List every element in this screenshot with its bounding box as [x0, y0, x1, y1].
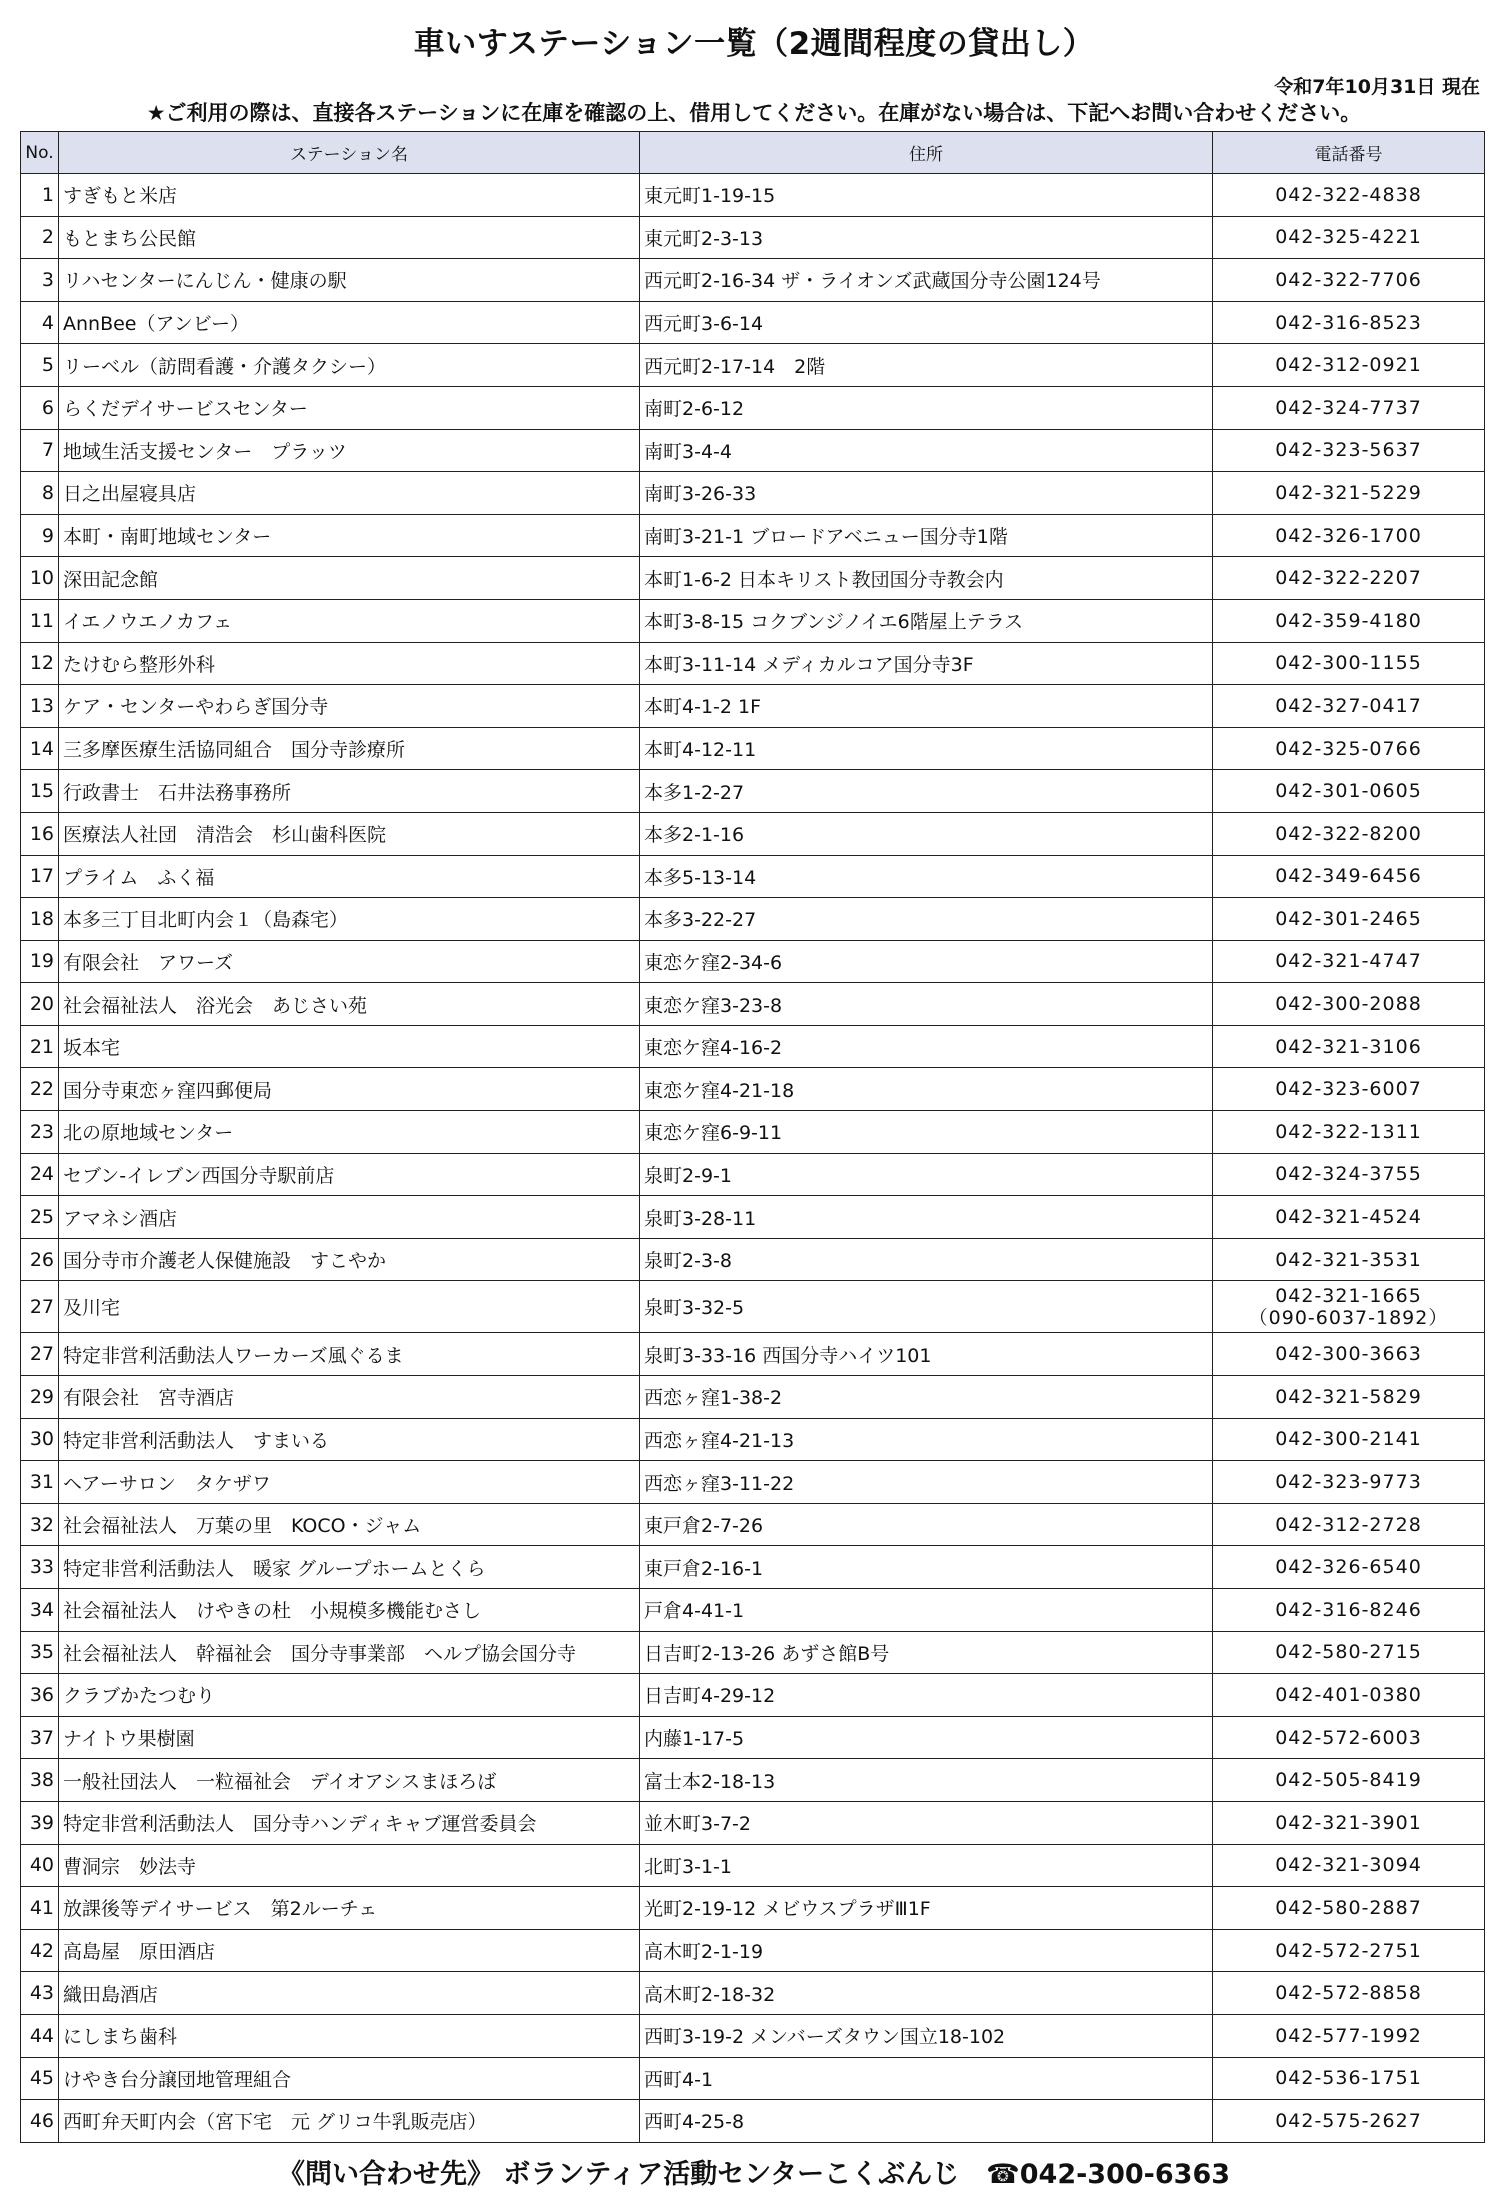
as-of-date: 令和7年10月31日 現在: [1274, 76, 1480, 98]
row-number: 22: [21, 1068, 59, 1111]
row-number: 27: [21, 1333, 59, 1376]
table-row: [21, 812, 1485, 855]
table-row: [21, 1716, 1485, 1759]
station-name: ナイトウ果樹園: [59, 1716, 640, 1759]
station-address: 南町3-26-33: [640, 472, 1213, 515]
phone-number: 042-301-0605: [1275, 780, 1422, 803]
station-tel: [1213, 259, 1485, 302]
row-number: 34: [21, 1589, 59, 1632]
table-row: [21, 1111, 1485, 1154]
phone-number: 042-327-0417: [1275, 694, 1422, 717]
table-row: [21, 514, 1485, 557]
station-address: 本多3-22-27: [640, 898, 1213, 941]
phone-number: 042-401-0380: [1275, 1683, 1422, 1706]
table-row: [21, 940, 1485, 983]
table-row: [21, 557, 1485, 600]
station-address: 西元町3-6-14: [640, 301, 1213, 344]
station-name: 一般社団法人 一粒福祉会 デイオアシスまほろば: [59, 1759, 640, 1802]
station-address: 泉町3-28-11: [640, 1196, 1213, 1239]
station-name: 国分寺東恋ヶ窪四郵便局: [59, 1068, 640, 1111]
table-row: [21, 1196, 1485, 1239]
row-number: 33: [21, 1546, 59, 1589]
phone-number: 042-321-5829: [1275, 1385, 1422, 1408]
row-number: 18: [21, 898, 59, 941]
station-name: 北の原地域センター: [59, 1111, 640, 1154]
phone-number: 042-322-4838: [1275, 183, 1422, 206]
station-address: 南町2-6-12: [640, 386, 1213, 429]
phone-number: 042-577-1992: [1275, 2024, 1422, 2047]
station-name: 有限会社 アワーズ: [59, 940, 640, 983]
table-row: [21, 1025, 1485, 1068]
row-number: 13: [21, 685, 59, 728]
station-tel: [1213, 1759, 1485, 1802]
phone-number: 042-321-3106: [1275, 1035, 1422, 1058]
phone-number: 042-324-3755: [1275, 1163, 1422, 1186]
row-number: 45: [21, 2057, 59, 2100]
table-row: [21, 1674, 1485, 1717]
contact-footer: 《問い合わせ先》 ボランティア活動センターこくぶんじ ☎042-300-6363: [277, 2159, 1231, 2190]
table-row: [21, 898, 1485, 941]
station-name: らくだデイサービスセンター: [59, 386, 640, 429]
station-address: 富士本2-18-13: [640, 1759, 1213, 1802]
phone-number: 042-321-5229: [1275, 481, 1422, 504]
phone-number: 042-572-6003: [1275, 1726, 1422, 1749]
table-row: [21, 1418, 1485, 1461]
station-tel: [1213, 1546, 1485, 1589]
station-name: 社会福祉法人 けやきの杜 小規模多機能むさし: [59, 1589, 640, 1632]
row-number: 19: [21, 940, 59, 983]
phone-number: 042-326-1700: [1275, 524, 1422, 547]
station-tel: [1213, 301, 1485, 344]
phone-number: 042-321-3531: [1275, 1248, 1422, 1271]
station-name: 有限会社 宮寺酒店: [59, 1376, 640, 1419]
table-row: [21, 855, 1485, 898]
phone-number: 042-321-3901: [1275, 1811, 1422, 1834]
row-number: 24: [21, 1153, 59, 1196]
row-number: 7: [21, 429, 59, 472]
table-row: [21, 1068, 1485, 1111]
station-address: 泉町3-32-5: [640, 1281, 1213, 1333]
station-name: リハセンターにんじん・健康の駅: [59, 259, 640, 302]
row-number: 20: [21, 983, 59, 1026]
station-address: 内藤1-17-5: [640, 1716, 1213, 1759]
station-name: 地域生活支援センター プラッツ: [59, 429, 640, 472]
station-name: 織田島酒店: [59, 1972, 640, 2015]
station-name: 三多摩医療生活協同組合 国分寺診療所: [59, 727, 640, 770]
table-row: [21, 259, 1485, 302]
column-header-no: No.: [21, 132, 59, 174]
phone-number: 042-536-1751: [1275, 2067, 1422, 2090]
station-name: 医療法人社団 清浩会 杉山歯科医院: [59, 812, 640, 855]
table-row: [21, 174, 1485, 217]
table-row: [21, 344, 1485, 387]
station-tel: [1213, 770, 1485, 813]
table-row: [21, 2100, 1485, 2143]
row-number: 11: [21, 599, 59, 642]
station-tel: [1213, 1281, 1485, 1333]
phone-number: 042-321-3094: [1275, 1854, 1422, 1877]
phone-number: 042-321-4747: [1275, 950, 1422, 973]
station-address: 日吉町4-29-12: [640, 1674, 1213, 1717]
table-row: [21, 1887, 1485, 1930]
row-number: 4: [21, 301, 59, 344]
phone-number: 042-323-9773: [1275, 1471, 1422, 1494]
phone-number: 042-325-0766: [1275, 737, 1422, 760]
row-number: 40: [21, 1844, 59, 1887]
station-name: 及川宅: [59, 1281, 640, 1333]
table-row: [21, 1238, 1485, 1281]
station-name: アマネシ酒店: [59, 1196, 640, 1239]
station-address: 西元町2-17-14 2階: [640, 344, 1213, 387]
phone-number: 042-323-5637: [1275, 439, 1422, 462]
row-number: 8: [21, 472, 59, 515]
table-row: [21, 1972, 1485, 2015]
station-tel: [1213, 1153, 1485, 1196]
row-number: 44: [21, 2014, 59, 2057]
station-tel: [1213, 1461, 1485, 1504]
row-number: 38: [21, 1759, 59, 1802]
phone-number: 042-325-4221: [1275, 226, 1422, 249]
row-number: 26: [21, 1238, 59, 1281]
station-address: 泉町2-9-1: [640, 1153, 1213, 1196]
station-tel: [1213, 429, 1485, 472]
station-address: 東恋ケ窪4-21-18: [640, 1068, 1213, 1111]
row-number: 30: [21, 1418, 59, 1461]
station-tel: [1213, 812, 1485, 855]
row-number: 1: [21, 174, 59, 217]
station-tel: [1213, 898, 1485, 941]
row-number: 36: [21, 1674, 59, 1717]
station-address: 光町2-19-12 メビウスプラザⅢ1F: [640, 1887, 1213, 1930]
phone-number: 042-580-2715: [1275, 1641, 1422, 1664]
station-name: 高島屋 原田酒店: [59, 1929, 640, 1972]
phone-number: 042-300-2141: [1275, 1428, 1422, 1451]
station-address: 東元町2-3-13: [640, 216, 1213, 259]
phone-number-alt: （090-6037-1892）: [1248, 1306, 1449, 1329]
station-tel: [1213, 940, 1485, 983]
station-tel: [1213, 1238, 1485, 1281]
station-name: ヘアーサロン タケザワ: [59, 1461, 640, 1504]
station-tel: [1213, 1844, 1485, 1887]
station-tel: [1213, 1068, 1485, 1111]
phone-number: 042-505-8419: [1275, 1769, 1422, 1792]
station-name: 社会福祉法人 幹福祉会 国分寺事業部 ヘルプ協会国分寺: [59, 1631, 640, 1674]
station-address: 東恋ケ窪2-34-6: [640, 940, 1213, 983]
table-row: [21, 1546, 1485, 1589]
station-name: 本多三丁目北町内会１（島森宅）: [59, 898, 640, 941]
station-tel: [1213, 1674, 1485, 1717]
table-row: [21, 642, 1485, 685]
station-tel: [1213, 1929, 1485, 1972]
row-number: 23: [21, 1111, 59, 1154]
row-number: 46: [21, 2100, 59, 2143]
table-row: [21, 386, 1485, 429]
station-name: 坂本宅: [59, 1025, 640, 1068]
table-header-row: [21, 132, 1485, 174]
station-tel: [1213, 1972, 1485, 2015]
station-tel: [1213, 1333, 1485, 1376]
table-row: [21, 2057, 1485, 2100]
row-number: 43: [21, 1972, 59, 2015]
table-row: [21, 472, 1485, 515]
station-tel: [1213, 514, 1485, 557]
station-address: 日吉町2-13-26 あずさ館B号: [640, 1631, 1213, 1674]
station-tel: [1213, 599, 1485, 642]
row-number: 2: [21, 216, 59, 259]
station-tel: [1213, 642, 1485, 685]
table-row: [21, 1461, 1485, 1504]
phone-number: 042-322-7706: [1275, 268, 1422, 291]
column-header-name: ステーション名: [59, 132, 640, 174]
station-tel: [1213, 344, 1485, 387]
station-name: リーベル（訪問看護・介護タクシー）: [59, 344, 640, 387]
station-tel: [1213, 1025, 1485, 1068]
station-tel: [1213, 1376, 1485, 1419]
table-row: [21, 1589, 1485, 1632]
station-address: 高木町2-1-19: [640, 1929, 1213, 1972]
station-address: 本町1-6-2 日本キリスト教団国分寺教会内: [640, 557, 1213, 600]
station-address: 本多1-2-27: [640, 770, 1213, 813]
station-tel: [1213, 1589, 1485, 1632]
station-name: もとまち公民館: [59, 216, 640, 259]
phone-number: 042-300-3663: [1275, 1343, 1422, 1366]
station-name: クラブかたつむり: [59, 1674, 640, 1717]
station-table: [20, 131, 1485, 2143]
phone-number: 042-349-6456: [1275, 865, 1422, 888]
table-row: [21, 727, 1485, 770]
phone-number: 042-359-4180: [1275, 609, 1422, 632]
table-row: [21, 1844, 1485, 1887]
phone-number: 042-324-7737: [1275, 396, 1422, 419]
phone-number: 042-580-2887: [1275, 1896, 1422, 1919]
table-row: [21, 1929, 1485, 1972]
station-name: 深田記念館: [59, 557, 640, 600]
station-address: 高木町2-18-32: [640, 1972, 1213, 2015]
row-number: 6: [21, 386, 59, 429]
phone-number: 042-321-1665: [1275, 1284, 1422, 1307]
station-name: AnnBee（アンビー）: [59, 301, 640, 344]
row-number: 31: [21, 1461, 59, 1504]
phone-number: 042-572-2751: [1275, 1939, 1422, 1962]
station-name: すぎもと米店: [59, 174, 640, 217]
table-row: [21, 1376, 1485, 1419]
row-number: 5: [21, 344, 59, 387]
station-address: 西元町2-16-34 ザ・ライオンズ武蔵国分寺公園124号: [640, 259, 1213, 302]
table-row: [21, 2014, 1485, 2057]
table-row: [21, 1333, 1485, 1376]
row-number: 41: [21, 1887, 59, 1930]
station-tel: [1213, 1631, 1485, 1674]
station-name: 国分寺市介護老人保健施設 すこやか: [59, 1238, 640, 1281]
station-address: 本町3-11-14 メディカルコア国分寺3F: [640, 642, 1213, 685]
station-tel: [1213, 685, 1485, 728]
station-rows: [21, 174, 1485, 2143]
phone-number: 042-321-4524: [1275, 1206, 1422, 1229]
phone-number: 042-300-2088: [1275, 993, 1422, 1016]
column-header-tel: 電話番号: [1213, 132, 1485, 174]
row-number: 29: [21, 1376, 59, 1419]
phone-number: 042-316-8523: [1275, 311, 1422, 334]
row-number: 16: [21, 812, 59, 855]
table-row: [21, 1759, 1485, 1802]
station-name: 日之出屋寝具店: [59, 472, 640, 515]
station-address: 東元町1-19-15: [640, 174, 1213, 217]
station-tel: [1213, 557, 1485, 600]
station-tel: [1213, 727, 1485, 770]
table-row: [21, 1503, 1485, 1546]
row-number: 10: [21, 557, 59, 600]
phone-number: 042-312-0921: [1275, 354, 1422, 377]
station-address: 東恋ケ窪4-16-2: [640, 1025, 1213, 1068]
phone-number: 042-322-2207: [1275, 567, 1422, 590]
table-row: [21, 301, 1485, 344]
station-name: 放課後等デイサービス 第2ルーチェ: [59, 1887, 640, 1930]
station-name: ケア・センターやわらぎ国分寺: [59, 685, 640, 728]
usage-notice: ★ご利用の際は、直接各ステーションに在庫を確認の上、借用してください。在庫がない場合は、下記へお問い合わせください。: [146, 101, 1362, 125]
station-tel: [1213, 1196, 1485, 1239]
station-address: 本多5-13-14: [640, 855, 1213, 898]
row-number: 37: [21, 1716, 59, 1759]
phone-number: 042-300-1155: [1275, 652, 1422, 675]
phone-number: 042-323-6007: [1275, 1078, 1422, 1101]
station-address: 戸倉4-41-1: [640, 1589, 1213, 1632]
station-tel: [1213, 855, 1485, 898]
phone-number: 042-326-6540: [1275, 1556, 1422, 1579]
row-number: 32: [21, 1503, 59, 1546]
table-row: [21, 1801, 1485, 1844]
table-row: [21, 1153, 1485, 1196]
station-tel: [1213, 386, 1485, 429]
station-name: イエノウエノカフェ: [59, 599, 640, 642]
station-address: 東戸倉2-16-1: [640, 1546, 1213, 1589]
table-row: [21, 429, 1485, 472]
station-tel: [1213, 2100, 1485, 2143]
phone-number: 042-301-2465: [1275, 907, 1422, 930]
station-name: 西町弁天町内会（宮下宅 元 グリコ牛乳販売店）: [59, 2100, 640, 2143]
station-address: 本多2-1-16: [640, 812, 1213, 855]
station-tel: [1213, 1887, 1485, 1930]
station-address: 東戸倉2-7-26: [640, 1503, 1213, 1546]
phone-number: 042-316-8246: [1275, 1598, 1422, 1621]
station-tel: [1213, 1801, 1485, 1844]
station-name: にしまち歯科: [59, 2014, 640, 2057]
row-number: 17: [21, 855, 59, 898]
station-address: 西恋ヶ窪4-21-13: [640, 1418, 1213, 1461]
station-address: 西町4-25-8: [640, 2100, 1213, 2143]
station-tel: [1213, 1503, 1485, 1546]
station-name: 社会福祉法人 万葉の里 KOCO・ジャム: [59, 1503, 640, 1546]
row-number: 25: [21, 1196, 59, 1239]
row-number: 9: [21, 514, 59, 557]
station-name: 本町・南町地域センター: [59, 514, 640, 557]
station-name: 特定非営利活動法人 暖家 グループホームとくら: [59, 1546, 640, 1589]
row-number: 3: [21, 259, 59, 302]
row-number: 39: [21, 1801, 59, 1844]
station-tel: [1213, 983, 1485, 1026]
row-number: 21: [21, 1025, 59, 1068]
station-address: 本町4-12-11: [640, 727, 1213, 770]
station-address: 東恋ケ窪3-23-8: [640, 983, 1213, 1026]
station-name: 特定非営利活動法人 すまいる: [59, 1418, 640, 1461]
table-row: [21, 770, 1485, 813]
station-address: 西恋ヶ窪3-11-22: [640, 1461, 1213, 1504]
table-row: [21, 599, 1485, 642]
phone-number: 042-572-8858: [1275, 1982, 1422, 2005]
station-tel: [1213, 174, 1485, 217]
station-name: プライム ふく福: [59, 855, 640, 898]
station-address: 西町4-1: [640, 2057, 1213, 2100]
station-tel: [1213, 1111, 1485, 1154]
station-tel: [1213, 1418, 1485, 1461]
table-row: [21, 1631, 1485, 1674]
station-tel: [1213, 216, 1485, 259]
station-address: 西恋ヶ窪1-38-2: [640, 1376, 1213, 1419]
row-number: 12: [21, 642, 59, 685]
station-address: 南町3-21-1 ブロードアベニュー国分寺1階: [640, 514, 1213, 557]
station-tel: [1213, 2057, 1485, 2100]
page-title: 車いすステーション一覧（2週間程度の貸出し）: [413, 26, 1095, 62]
table-row: [21, 685, 1485, 728]
station-address: 泉町2-3-8: [640, 1238, 1213, 1281]
station-address: 泉町3-33-16 西国分寺ハイツ101: [640, 1333, 1213, 1376]
station-tel: [1213, 1716, 1485, 1759]
station-address: 西町3-19-2 メンバーズタウン国立18-102: [640, 2014, 1213, 2057]
row-number: 27: [21, 1281, 59, 1333]
table-row: [21, 216, 1485, 259]
phone-number: 042-322-1311: [1275, 1120, 1422, 1143]
station-address: 北町3-1-1: [640, 1844, 1213, 1887]
phone-number: 042-312-2728: [1275, 1513, 1422, 1536]
station-name: セブン-イレブン西国分寺駅前店: [59, 1153, 640, 1196]
station-address: 並木町3-7-2: [640, 1801, 1213, 1844]
station-address: 南町3-4-4: [640, 429, 1213, 472]
station-name: けやき台分譲団地管理組合: [59, 2057, 640, 2100]
phone-number: 042-575-2627: [1275, 2109, 1422, 2132]
station-name: たけむら整形外科: [59, 642, 640, 685]
row-number: 35: [21, 1631, 59, 1674]
station-name: 曹洞宗 妙法寺: [59, 1844, 640, 1887]
table-row: [21, 1281, 1485, 1333]
station-tel: [1213, 472, 1485, 515]
station-name: 行政書士 石井法務事務所: [59, 770, 640, 813]
station-address: 東恋ケ窪6-9-11: [640, 1111, 1213, 1154]
station-name: 特定非営利活動法人ワーカーズ風ぐるま: [59, 1333, 640, 1376]
column-header-address: 住所: [640, 132, 1213, 174]
station-address: 本町3-8-15 コクブンジノイエ6階屋上テラス: [640, 599, 1213, 642]
station-name: 社会福祉法人 浴光会 あじさい苑: [59, 983, 640, 1026]
station-tel: [1213, 2014, 1485, 2057]
phone-number: 042-322-8200: [1275, 822, 1422, 845]
row-number: 15: [21, 770, 59, 813]
row-number: 42: [21, 1929, 59, 1972]
row-number: 14: [21, 727, 59, 770]
station-name: 特定非営利活動法人 国分寺ハンディキャブ運営委員会: [59, 1801, 640, 1844]
station-address: 本町4-1-2 1F: [640, 685, 1213, 728]
table-row: [21, 983, 1485, 1026]
